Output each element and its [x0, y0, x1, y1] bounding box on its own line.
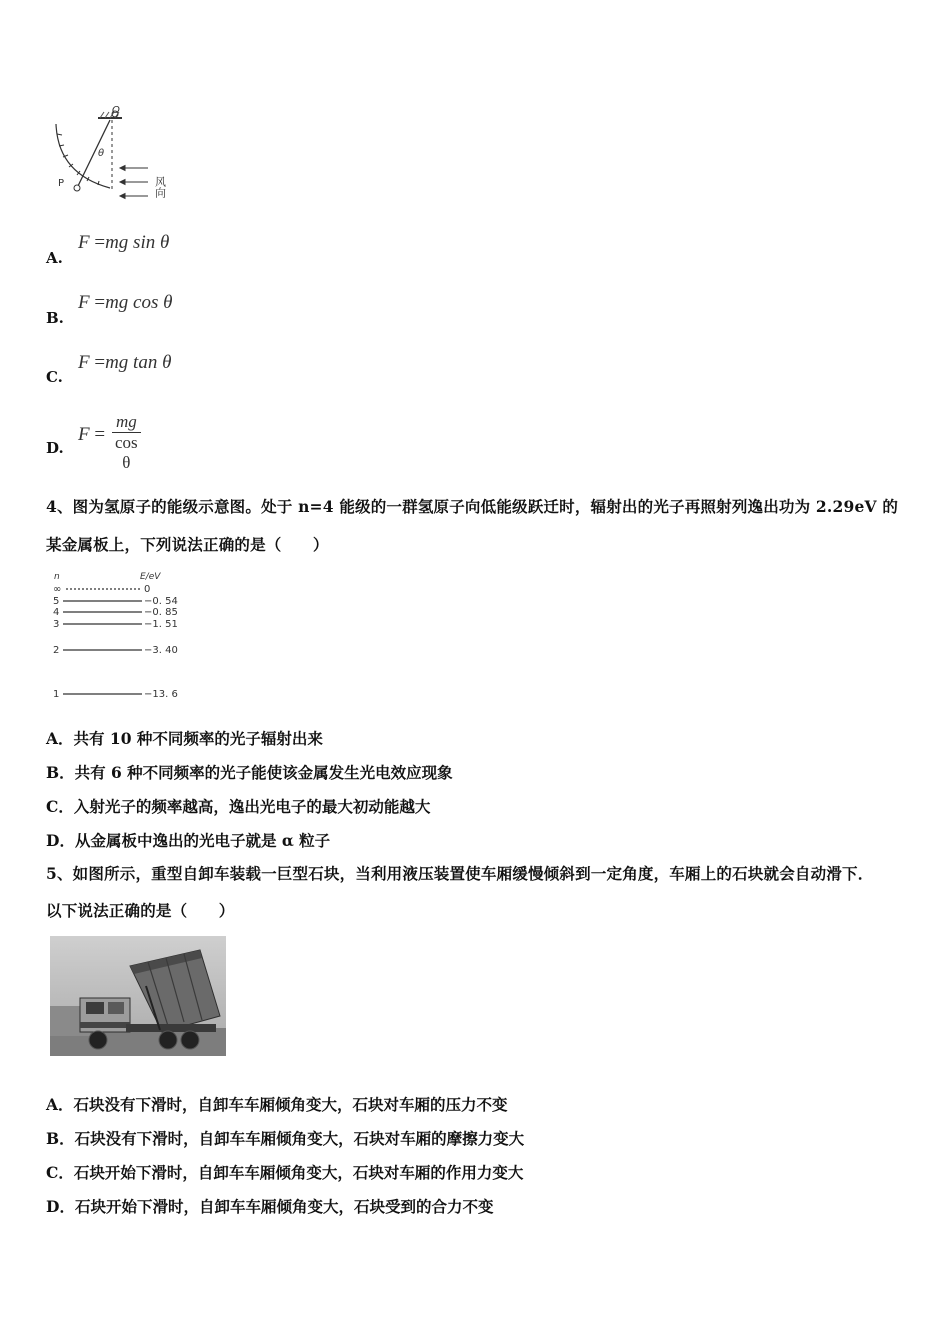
level-energy-label: −1. 51 — [144, 619, 178, 630]
formula-eq: = — [94, 424, 106, 445]
level-n-label: 3 — [53, 619, 60, 630]
level-energy-label: 0 — [144, 584, 151, 595]
axis-label-energy: E/eV — [140, 572, 161, 582]
pendulum-wind-figure — [50, 104, 190, 204]
formula-rhs: mg sin θ — [105, 232, 170, 253]
level-n-label: 1 — [53, 689, 60, 700]
q5-stem-line2: 以下说法正确的是（ ） — [46, 901, 235, 920]
level-energy-label: −0. 85 — [144, 607, 178, 618]
q5-stem-line1: 5、如图所示，重型自卸车装载一巨型石块，当利用液压装置使车厢缓慢倾斜到一定角度，车厢上的石块就会自动滑下． — [46, 864, 874, 883]
formula-fraction — [112, 412, 141, 473]
option-formula — [78, 292, 172, 314]
formula-eq: = — [94, 232, 106, 253]
formula-eq: = — [94, 352, 106, 373]
level-n-label: 4 — [53, 607, 60, 618]
wind-direction-label: 风向 — [153, 176, 167, 198]
fraction-numerator: mg — [112, 412, 141, 433]
formula-lhs: F — [78, 292, 90, 313]
level-energy-label: −0. 54 — [144, 596, 178, 607]
option-formula — [78, 232, 169, 254]
level-n-label: 2 — [53, 645, 60, 656]
q5-option-b: B．石块没有下滑时，自卸车车厢倾角变大，石块对车厢的摩擦力变大 — [46, 1129, 525, 1148]
level-n-label: 5 — [53, 596, 60, 607]
option-letter: B. — [46, 309, 64, 327]
q4-option-d: D．从金属板中逸出的光电子就是 α 粒子 — [46, 831, 331, 850]
energy-levels — [53, 584, 178, 700]
energy-level-diagram — [48, 568, 198, 704]
q4-stem-line1: 4、图为氢原子的能级示意图。处于 n=4 能级的一群氢原子向低能级跃迁时，辐射出的光子再照射列逸出功为 2.29eV 的 — [46, 497, 899, 516]
option-letter: D. — [46, 439, 64, 457]
formula-lhs: F — [78, 424, 90, 445]
q4-option-b: B．共有 6 种不同频率的光子能使该金属发生光电效应现象 — [46, 763, 453, 782]
q4-stem-line2: 某金属板上，下列说法正确的是（ ） — [46, 535, 329, 554]
axis-label-n: n — [54, 572, 60, 582]
formula-lhs: F — [78, 352, 90, 373]
level-energy-label: −3. 40 — [144, 645, 178, 656]
formula-rhs: mg tan θ — [105, 352, 172, 373]
option-letter: C. — [46, 368, 63, 386]
q5-option-d: D．石块开始下滑时，自卸车车厢倾角变大，石块受到的合力不变 — [46, 1197, 494, 1216]
level-energy-label: −13. 6 — [144, 689, 178, 700]
formula-rhs: mg cos θ — [105, 292, 173, 313]
formula-lhs: F — [78, 232, 90, 253]
q4-option-c: C．入射光子的频率越高，逸出光电子的最大初动能越大 — [46, 797, 431, 816]
level-n-label: ∞ — [53, 584, 62, 595]
dump-truck-photo — [50, 936, 226, 1056]
q5-option-c: C．石块开始下滑时，自卸车车厢倾角变大，石块对车厢的作用力变大 — [46, 1163, 524, 1182]
option-formula — [78, 352, 171, 374]
angle-label-theta: θ — [98, 148, 105, 159]
pivot-label-o: O — [112, 105, 120, 116]
option-letter: A. — [46, 249, 63, 267]
option-formula — [78, 424, 105, 446]
ball-label-p: P — [58, 178, 65, 189]
fraction-denominator: cos θ — [115, 433, 138, 472]
formula-eq: = — [94, 292, 106, 313]
q5-option-a: A．石块没有下滑时，自卸车车厢倾角变大，石块对车厢的压力不变 — [46, 1095, 508, 1114]
q4-option-a: A．共有 10 种不同频率的光子辐射出来 — [46, 729, 323, 748]
